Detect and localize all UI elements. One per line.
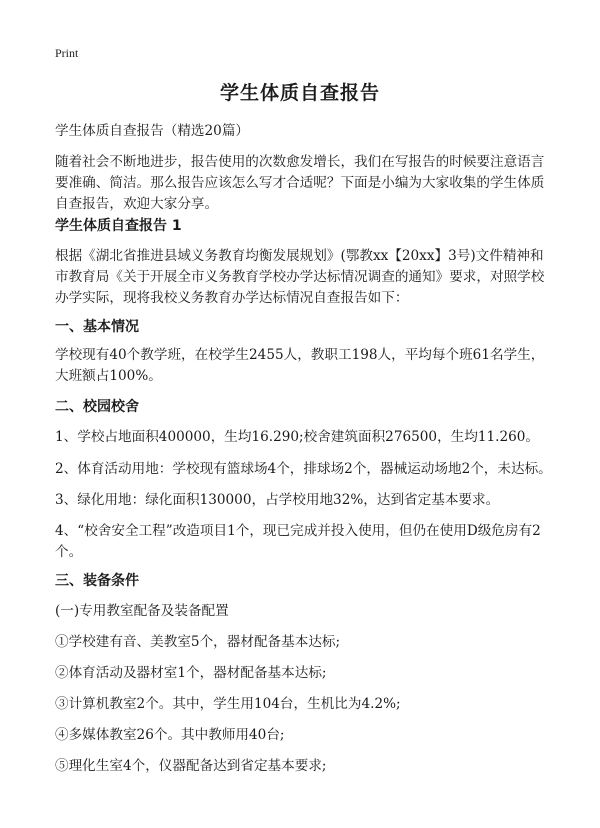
heading-equipment: 三、装备条件 xyxy=(55,573,139,589)
subtitle: 学生体质自查报告（精选20篇） xyxy=(55,123,250,139)
equipment-item-1: ①学校建有音、美教室5个，器材配备基本达标; xyxy=(55,634,341,650)
basis-paragraph: 根据《湖北省推进县域义务教育均衡发展规划》(鄂教xx【20xx】3号)文件精神和市教育局《关于开展全市义务教育学校办学达标情况调查的通知》要求，对照学校办学实际，现将我校义务教育办学达标情况自查报告如下： xyxy=(55,248,545,306)
page-title: 学生体质自查报告 xyxy=(219,82,380,104)
section-title: 学生体质自查报告 1 xyxy=(55,218,182,234)
equipment-item-3: ③计算机教室2个。其中，学生用104台，生机比为4.2%; xyxy=(55,696,401,712)
heading-basic-situation: 一、基本情况 xyxy=(55,319,139,335)
intro-paragraph: 随着社会不断地进步，报告使用的次数愈发增长，我们在写报告的时候要注意语言要准确、简洁。那么报告应该怎么写才合适呢？下面是小编为大家收集的学生体质自查报告，欢迎大家分享。 xyxy=(55,154,545,212)
equipment-item-4: ④多媒体教室26个。其中教师用40台; xyxy=(55,727,285,743)
equipment-item-5: ⑤理化生室4个，仪器配备达到省定基本要求; xyxy=(55,758,327,774)
campus-item-2: 2、体育活动用地：学校现有篮球场4个，排球场2个，器械运动场地2个，未达标。 xyxy=(55,461,552,477)
campus-item-3: 3、绿化用地：绿化面积130000，占学校用地32%，达到省定基本要求。 xyxy=(55,492,500,508)
print-link[interactable]: Print xyxy=(55,46,79,60)
equipment-item-2: ②体育活动及器材室1个，器材配备基本达标; xyxy=(55,665,327,681)
equipment-subheading: (一)专用教室配备及装备配置 xyxy=(55,603,229,619)
campus-item-4: 4、“校舍安全工程”改造项目1个，现已完成并投入使用，但仍在使用D级危房有2个。 xyxy=(55,523,541,560)
heading-campus: 二、校园校舍 xyxy=(55,399,139,415)
basic-situation-paragraph: 学校现有40个教学班，在校学生2455人，教职工198人，平均每个班61名学生，大班额占100%。 xyxy=(55,347,545,384)
campus-item-1: 1、学校占地面积400000，生均16.290;校舍建筑面积276500，生均11.260。 xyxy=(55,429,540,445)
